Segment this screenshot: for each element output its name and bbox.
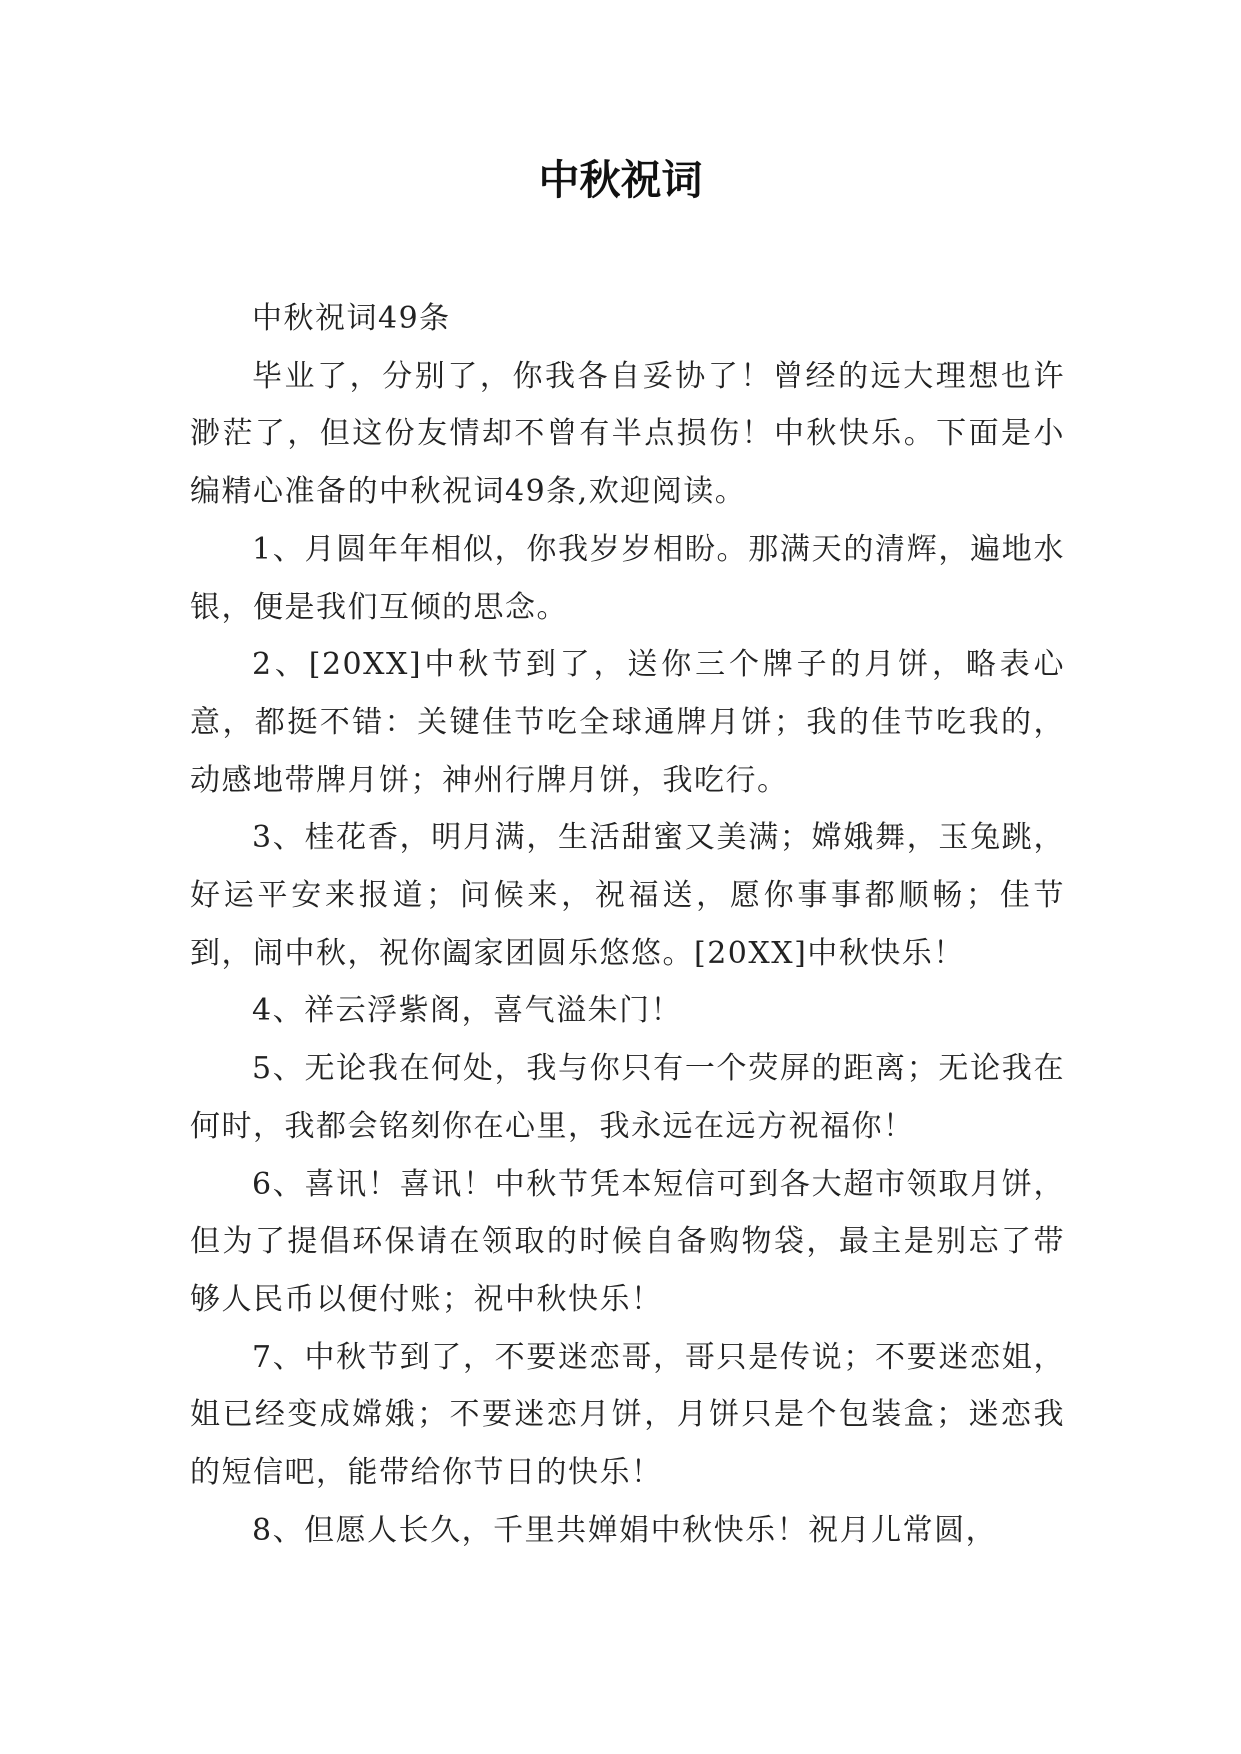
paragraph-item-1: 1、月圆年年相似，你我岁岁相盼。那满天的清辉，遍地水银，便是我们互倾的思念。 [190,531,1065,625]
paragraph-item-5: 5、无论我在何处，我与你只有一个荧屏的距离；无论我在何时，我都会铭刻你在心里，我永远在远方祝福你！ [190,1051,1065,1144]
document-title: 中秋祝词 [538,156,703,204]
paragraph-item-6: 6、喜讯！喜讯！中秋节凭本短信可到各大超市领取月饼，但为了提倡环保请在领取的时候自备购物袋，最主是别忘了带够人民币以便付账；祝中秋快乐！ [190,1166,1065,1317]
paragraph-subtitle: 中秋祝词49条 [252,301,451,336]
paragraph-item-3: 3、桂花香，明月满，生活甜蜜又美满；嫦娥舞，玉兔跳，好运平安来报道；问候来，祝福送，愿你事事都顺畅；佳节到，闹中秋，祝你阖家团圆乐悠悠。[20XX]中秋快乐！ [190,820,1065,971]
paragraph-item-7: 7、中秋节到了，不要迷恋哥，哥只是传说；不要迷恋姐，姐已经变成嫦娥；不要迷恋月饼，月饼只是个包装盒；迷恋我的短信吧，能带给你节日的快乐！ [190,1339,1065,1491]
paragraph-item-2: 2、[20XX]中秋节到了，送你三个牌子的月饼，略表心意，都挺不错：关键佳节吃全球通牌月饼；我的佳节吃我的，动感地带牌月饼；神州行牌月饼，我吃行。 [190,647,1065,798]
paragraph-item-4: 4、祥云浮紫阁，喜气溢朱门！ [252,993,683,1029]
paragraph-item-8: 8、但愿人长久，千里共婵娟中秋快乐！祝月儿常圆， [252,1512,998,1548]
paragraph-intro: 毕业了，分别了，你我各自妥协了！曾经的远大理想也许渺茫了，但这份友情却不曾有半点损伤！中秋快乐。下面是小编精心准备的中秋祝词49条,欢迎阅读。 [190,358,1065,510]
document-body [190,290,1065,1559]
